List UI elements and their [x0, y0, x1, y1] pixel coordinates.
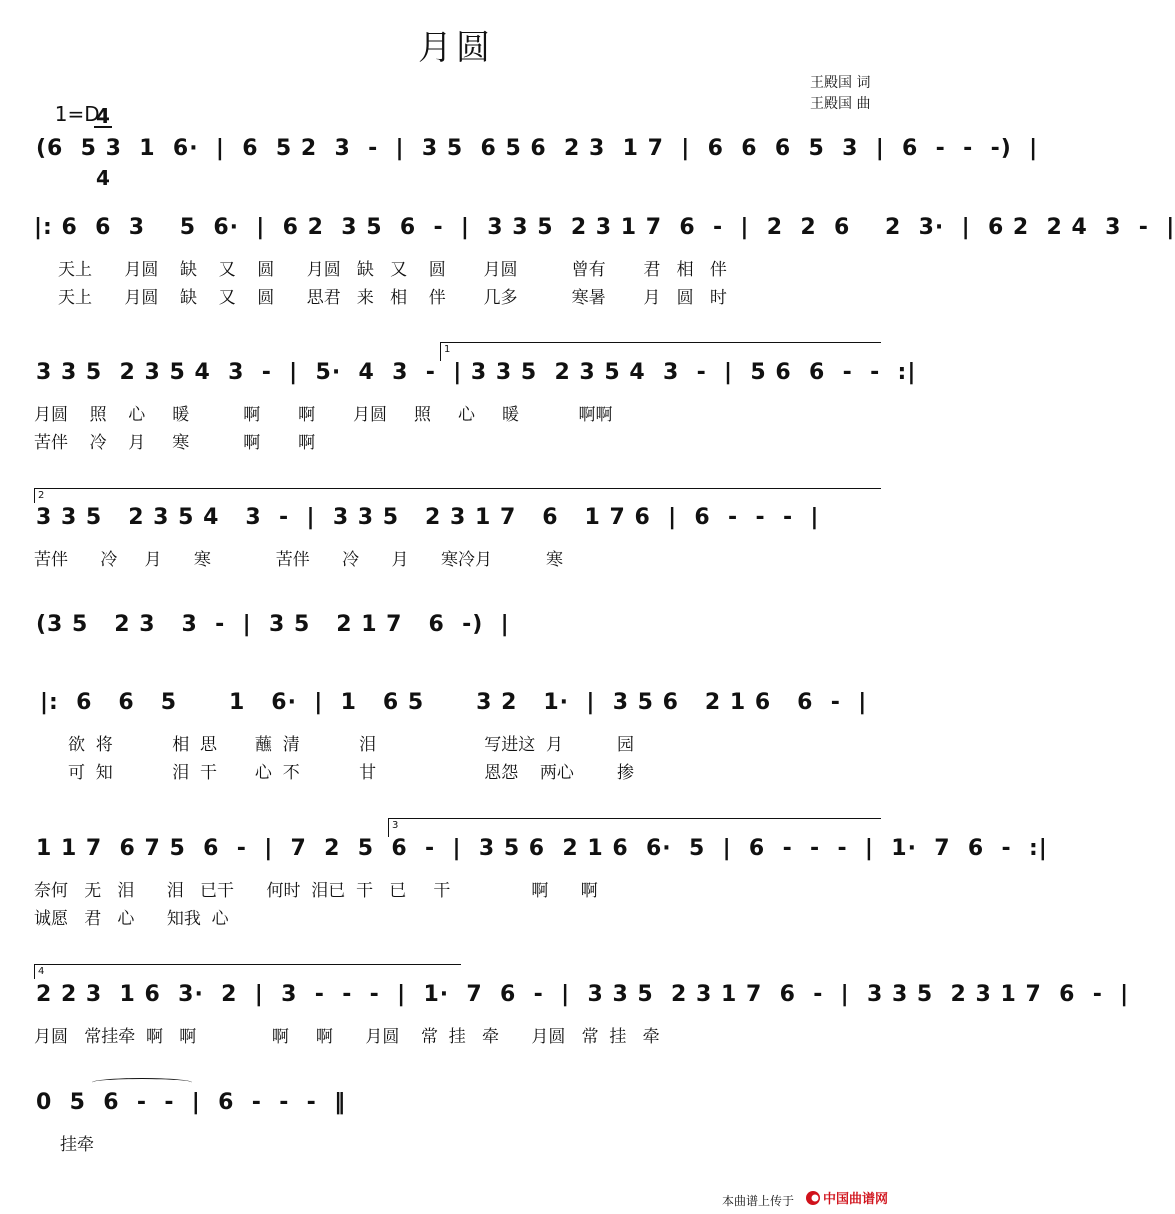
notation-row-6: |: 6 6 5 1 6· | 1 6 5 3 2 1· | 3 5 6 2 1 6 6 - | — [40, 690, 868, 715]
volta-number-1: 1 — [444, 344, 451, 355]
notation-row-3: 3 3 5 2 3 5 4 3 - | 5· 4 3 - | 3 3 5 2 3 5 4 3 - | 5 6 6 - - :| — [36, 360, 917, 385]
logo-mark-icon — [805, 1188, 905, 1208]
volta-bracket-4 — [34, 964, 461, 979]
notation-row-4: 3 3 5 2 3 5 4 3 - | 3 3 5 2 3 1 7 6 1 7 6 | 6 - - - | — [36, 505, 820, 530]
logo-lettering: 中国曲谱网 — [823, 1192, 889, 1207]
notation-row-9: 0 5 6 - - | 6 - - - ‖ — [36, 1090, 347, 1115]
volta-bracket-1 — [440, 342, 881, 361]
site-logo — [805, 1188, 905, 1212]
tie-arc — [92, 1078, 192, 1087]
volta-bracket-2 — [34, 488, 881, 503]
lyrics-row-6-verse-2: 可 知 泪 干 心 不 甘 恩怨 两心 掺 — [68, 763, 635, 783]
volta-number-3: 3 — [392, 820, 399, 831]
volta-bracket-3 — [388, 818, 881, 837]
lyrics-row-6-verse-1: 欲 将 相 思 蘸 清 泪 写进这 月 园 — [68, 735, 635, 755]
composer-credit: 王殿国 曲 — [810, 96, 871, 112]
lyrics-row-4: 苦伴 冷 月 寒 苦伴 冷 月 寒冷月 寒 — [34, 550, 564, 570]
key-signature — [42, 78, 100, 126]
lyrics-row-2-verse-2: 天上 月圆 缺 又 圆 思君 来 相 伴 几多 寒暑 月 圆 时 — [58, 288, 727, 308]
lyrics-row-9: 挂牵 — [60, 1135, 94, 1155]
lyrics-row-8: 月圆 常挂牵 啊 啊 啊 啊 月圆 常 挂 牵 月圆 常 挂 牵 — [34, 1027, 660, 1047]
lyricist-credit: 王殿国 词 — [810, 75, 871, 91]
lyrics-row-2-verse-1: 天上 月圆 缺 又 圆 月圆 缺 又 圆 月圆 曾有 君 相 伴 — [58, 260, 727, 280]
lyrics-row-3-verse-1: 月圆 照 心 暖 啊 啊 月圆 照 心 暖 啊啊 — [34, 405, 613, 425]
notation-row-7: 1 1 7 6 7 5 6 - | 7 2 5 6 - | 3 5 6 2 1 6 6· 5 | 6 - - - | 1· 7 6 - :| — [36, 836, 1048, 861]
time-top: 4 — [96, 104, 110, 128]
lyrics-row-7-verse-1: 奈何 无 泪 泪 已干 何时 泪已 干 已 干 啊 啊 — [34, 881, 598, 901]
volta-number-2: 2 — [38, 490, 45, 501]
key-label: 1=D — [54, 102, 100, 126]
notation-row-5: (3 5 2 3 3 - | 3 5 2 1 7 6 -) | — [36, 612, 510, 637]
score-title: 月圆 — [418, 28, 494, 68]
lyrics-row-7-verse-2: 诚愿 君 心 知我 心 — [34, 909, 229, 929]
footer-upload-text: 本曲谱上传于 — [722, 1194, 795, 1208]
lyrics-row-3-verse-2: 苦伴 冷 月 寒 啊 啊 — [34, 433, 316, 453]
notation-row-2: |: 6 6 3 5 6· | 6 2 3 5 6 - | 3 3 5 2 3 1 7 6 - | 2 2 6 2 3· | 6 2 2 4 3 - | — [34, 215, 1175, 240]
notation-row-1: (6 5 3 1 6· | 6 5 2 3 - | 3 5 6 5 6 2 3 1 7 | 6 6 6 5 3 | 6 - - -) | — [36, 136, 1039, 161]
notation-row-8: 2 2 3 1 6 3· 2 | 3 - - - | 1· 7 6 - | 3 3 5 2 3 1 7 6 - | 3 3 5 2 3 1 7 6 - | — [36, 982, 1130, 1007]
time-bottom: 4 — [96, 166, 110, 190]
volta-number-4: 4 — [38, 966, 45, 977]
